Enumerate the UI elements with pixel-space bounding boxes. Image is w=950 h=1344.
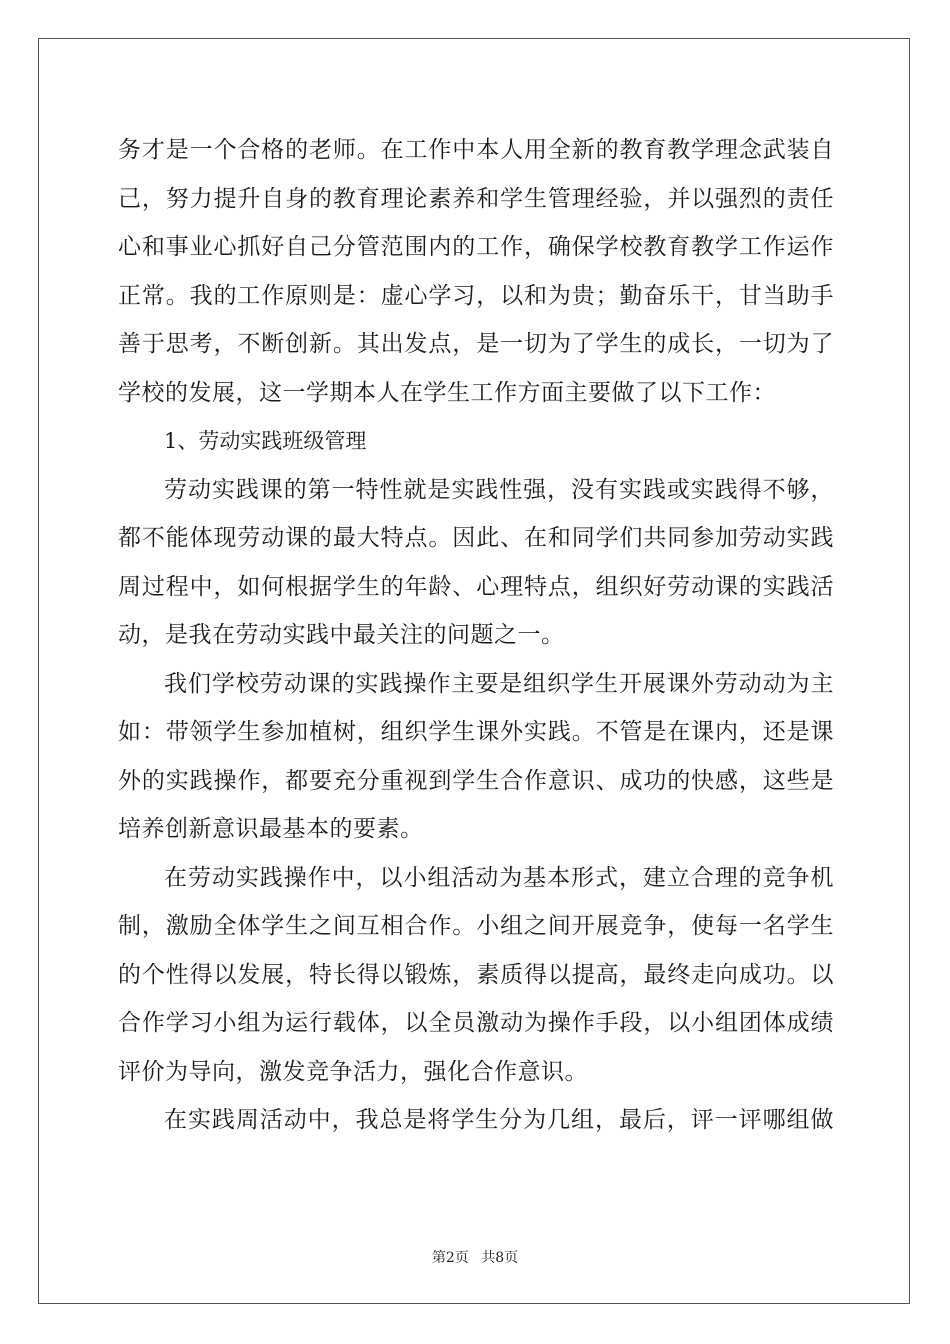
paragraph-first-line: 我们学校劳动课的实践操作主要是组织学生开展课外劳动动为主 bbox=[164, 670, 834, 697]
paragraph-line: 己，努力提升自身的教育理论素养和学生管理经验，并以强烈的责任 bbox=[118, 185, 834, 212]
paragraph-line: 合作学习小组为运行载体，以全员激动为操作手段，以小组团体成绩 bbox=[118, 1010, 834, 1036]
paragraph-line: 都不能体现劳动课的最大特点。因此、在和同学们共同参加劳动实践 bbox=[118, 525, 834, 551]
section-heading: 1、劳动实践班级管理 bbox=[164, 429, 367, 453]
paragraph-line: 务才是一个合格的老师。在工作中本人用全新的教育教学理念武装自 bbox=[118, 137, 834, 163]
paragraph-line: 外的实践操作，都要充分重视到学生合作意识、成功的快感，这些是 bbox=[118, 767, 834, 794]
paragraph-line: 正常。我的工作原则是：虚心学习，以和为贵；勤奋乐干，甘当助手 bbox=[118, 282, 834, 309]
paragraph-line: 心和事业心抓好自己分管范围内的工作，确保学校教育教学工作运作 bbox=[118, 234, 834, 260]
paragraph-line: 善于思考，不断创新。其出发点，是一切为了学生的成长，一切为了 bbox=[118, 331, 834, 357]
page-total: 共8页 bbox=[481, 1250, 519, 1266]
paragraph-line: 的个性得以发展，特长得以锻炼，素质得以提高，最终走向成功。以 bbox=[118, 961, 834, 988]
paragraph-line: 动，是我在劳动实践中最关注的问题之一。 bbox=[118, 622, 565, 648]
paragraph-line: 学校的发展，这一学期本人在学生工作方面主要做了以下工作： bbox=[118, 379, 776, 406]
paragraph-first-line: 在实践周活动中，我总是将学生分为几组，最后，评一评哪组做 bbox=[164, 1107, 834, 1133]
page-number: 第2页 bbox=[431, 1250, 469, 1266]
page-footer bbox=[0, 1247, 950, 1267]
paragraph-line: 培养创新意识最基本的要素。 bbox=[118, 816, 424, 842]
paragraph-first-line: 在劳动实践操作中，以小组活动为基本形式，建立合理的竞争机 bbox=[164, 864, 834, 891]
paragraph-line: 制，激励全体学生之间互相合作。小组之间开展竞争，使每一名学生 bbox=[118, 913, 834, 939]
paragraph-line: 如：带领学生参加植树，组织学生课外实践。不管是在课内，还是课 bbox=[118, 719, 834, 745]
document-body bbox=[118, 126, 834, 1145]
paragraph-line: 评价为导向，激发竞争活力，强化合作意识。 bbox=[118, 1058, 588, 1085]
paragraph-first-line: 劳动实践课的第一特性就是实践性强，没有实践或实践得不够， bbox=[164, 476, 834, 503]
paragraph-line: 周过程中，如何根据学生的年龄、心理特点，组织好劳动课的实践活 bbox=[118, 573, 834, 600]
